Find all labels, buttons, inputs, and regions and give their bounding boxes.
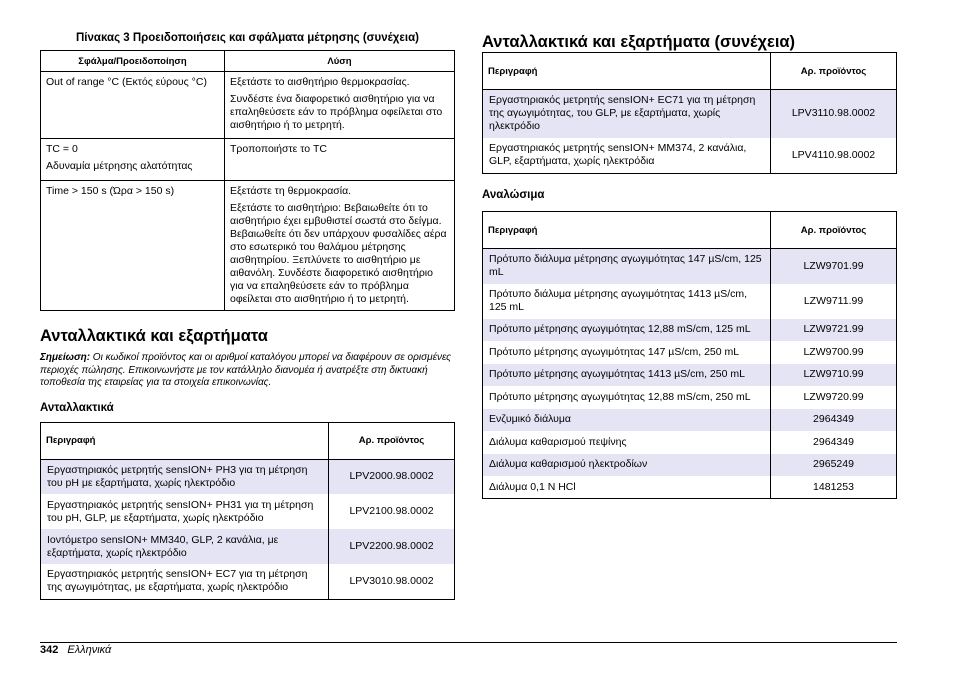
error-column-header: Σφάλμα/Προειδοποίηση [41, 51, 225, 72]
spare-parts-subtitle: Ανταλλακτικά [40, 401, 114, 414]
consumables-subtitle: Αναλώσιμα [482, 189, 545, 201]
error-cell: Out of range °C (Εκτός εύρους °C) [41, 72, 225, 139]
left-column [40, 32, 455, 600]
item-number-column-header: Αρ. προϊόντος [771, 53, 897, 90]
right-column [482, 32, 897, 499]
error-table [40, 50, 455, 311]
parts-cont-section-title: Ανταλλακτικά και εξαρτήματα (συνέχεια) [482, 33, 796, 51]
parts-section-title: Ανταλλακτικά και εξαρτήματα [40, 327, 268, 345]
table-row: Πρότυπο μέτρησης αγωγιμότητας 1413 µS/cm, 250 mL LZW9710.99 [483, 364, 897, 387]
note-text: Οι κωδικοί προϊόντος και οι αριθμοί καταλόγου μπορεί να διαφέρουν σε ορισμένες περιοχές πώλησης. Επικοινωνήστε με τον κατάλληλο διανομέα ή ανατρέξτε στη δικτυακή τοποθεσία της εταιρείας για τα στοιχεία επικοινωνίας. [40, 352, 451, 388]
error-table-caption: Πίνακας 3 Προειδοποιήσεις και σφάλματα μέτρησης (συνέχεια) [76, 32, 419, 44]
error-cell: TC = 0 Αδυναμία μέτρησης αλατότητας [41, 139, 225, 181]
spare-parts-table [40, 422, 455, 600]
accessories-table [482, 52, 897, 174]
table-row: Εργαστηριακός μετρητής sensION+ MM374, 2 κανάλια, GLP, εξαρτήματα, χωρίς ηλεκτρόδια LPV4110.98.0002 [483, 138, 897, 174]
table-row: Πρότυπο μέτρησης αγωγιμότητας 12,88 mS/cm, 250 mL LZW9720.99 [483, 386, 897, 409]
table-row [41, 139, 455, 181]
description-column-header: Περιγραφή [41, 422, 329, 459]
table-row: Πρότυπο μέτρησης αγωγιμότητας 147 µS/cm, 250 mL LZW9700.99 [483, 341, 897, 364]
error-cell: Time > 150 s (Ώρα > 150 s) [41, 181, 225, 311]
table-row: Ιοντόμετρο sensION+ MM340, GLP, 2 κανάλια, με εξαρτήματα, χωρίς ηλεκτρόδιο LPV2200.98.0002 [41, 529, 455, 564]
description-column-header: Περιγραφή [483, 53, 771, 90]
table-row: Εργαστηριακός μετρητής sensION+ EC7 για τη μέτρηση της αγωγιμότητας, με εξαρτήματα, χωρίς ηλεκτρόδιο LPV3010.98.0002 [41, 564, 455, 599]
table-row [41, 72, 455, 139]
table-row: Ενζυμικό διάλυμα 2964349 [483, 409, 897, 432]
page-number: 342 [40, 644, 59, 656]
consumables-table [482, 211, 897, 499]
table-row: Εργαστηριακός μετρητής sensION+ PH3 για τη μέτρηση του pH με εξαρτήματα, χωρίς ηλεκτρόδιο LPV2000.98.0002 [41, 459, 455, 494]
solution-column-header: Λύση [225, 51, 455, 72]
table-row: Διάλυμα 0,1 N HCl 1481253 [483, 476, 897, 499]
item-number-column-header: Αρ. προϊόντος [329, 422, 455, 459]
page-footer [40, 644, 111, 656]
footer-language: Ελληνικά [67, 644, 112, 656]
table-row: Διάλυμα καθαρισμού ηλεκτροδίων 2965249 [483, 454, 897, 477]
solution-cell: Εξετάστε τη θερμοκρασία. Εξετάστε το αισθητήριο: Βεβαιωθείτε ότι το αισθητήριο έχει εμβυθιστεί σωστά στο δείγμα. Βεβαιωθείτε ότι δεν υπάρχουν φυσαλίδες αέρα στο εσωτερικό του θαλάμου μέτρησης αισθητηρίου. Ξεπλύνετε το αισθητήριο με αιθανόλη. Συνδέστε διαφορετικό αισθητήριο για να επαληθεύσετε εάν το πρόβλημα οφείλεται στο αισθητήριο ή το μετρητή. [225, 181, 455, 311]
footer-divider [40, 642, 897, 643]
note-label: Σημείωση: [40, 352, 91, 363]
table-row: Πρότυπο μέτρησης αγωγιμότητας 12,88 mS/cm, 125 mL LZW9721.99 [483, 319, 897, 342]
note [40, 352, 455, 390]
solution-cell: Εξετάστε το αισθητήριο θερμοκρασίας. Συνδέστε ένα διαφορετικό αισθητήριο για να επαληθεύσετε εάν το πρόβλημα οφείλεται στο αισθητήριο ή το μετρητή. [225, 72, 455, 139]
table-row: Διάλυμα καθαρισμού πεψίνης 2964349 [483, 431, 897, 454]
table-row: Εργαστηριακός μετρητής sensION+ EC71 για τη μέτρηση της αγωγιμότητας, του GLP, με εξαρτήματα, χωρίς ηλεκτρόδιο LPV3110.98.0002 [483, 90, 897, 138]
table-row [41, 181, 455, 311]
description-column-header: Περιγραφή [483, 212, 771, 249]
item-number-column-header: Αρ. προϊόντος [771, 212, 897, 249]
table-row: Εργαστηριακός μετρητής sensION+ PH31 για τη μέτρηση του pH, GLP, με εξαρτήματα, χωρίς ηλεκτρόδιο LPV2100.98.0002 [41, 494, 455, 529]
table-row: Πρότυπο διάλυμα μέτρησης αγωγιμότητας 147 µS/cm, 125 mL LZW9701.99 [483, 249, 897, 284]
solution-cell: Τροποποιήστε το TC [225, 139, 455, 181]
table-row: Πρότυπο διάλυμα μέτρησης αγωγιμότητας 1413 µS/cm, 125 mL LZW9711.99 [483, 284, 897, 319]
